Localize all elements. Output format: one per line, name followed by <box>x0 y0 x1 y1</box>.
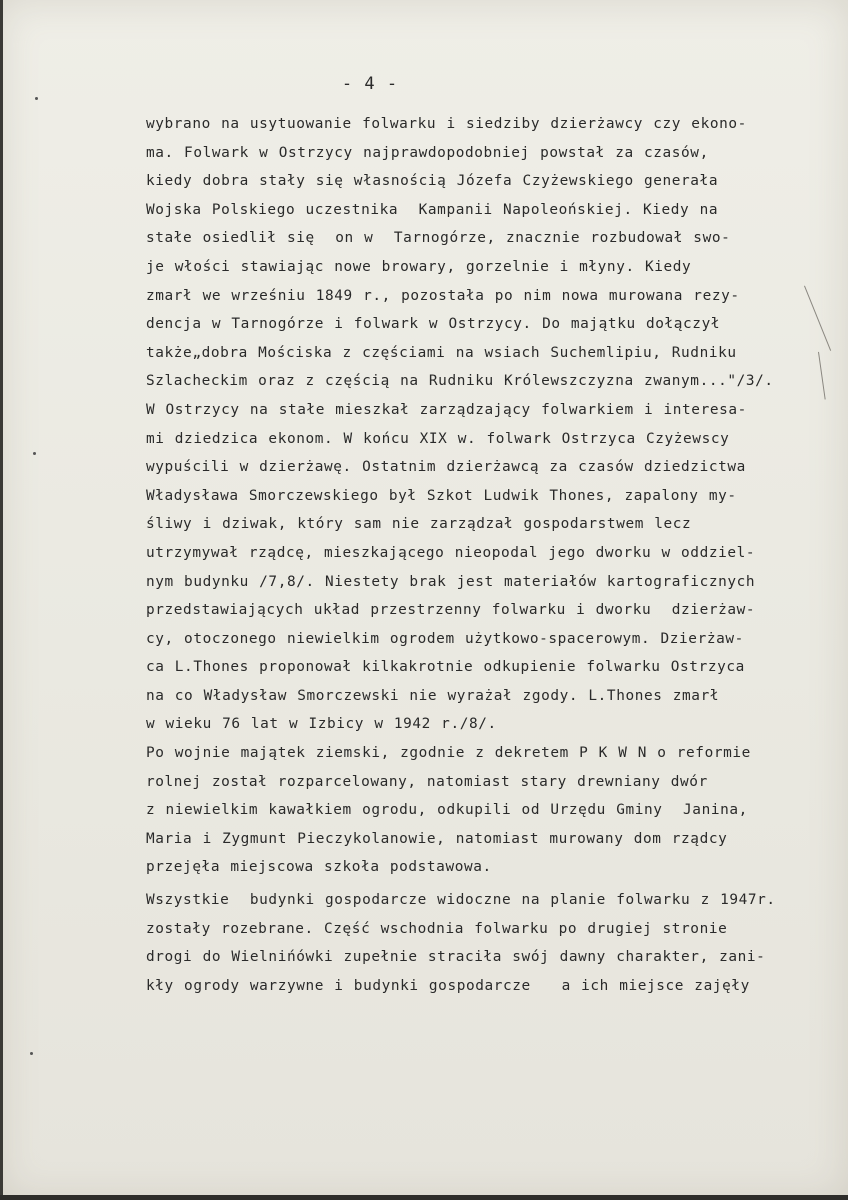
margin-speck <box>33 452 36 455</box>
text-line: utrzymywał rządcę, mieszkającego nieopodal jego dworku w oddziel- <box>146 544 756 561</box>
text-line: z niewielkim kawałkiem ogrodu, odkupili od Urzędu Gminy Janina, <box>146 802 748 819</box>
text-line: je włości stawiając nowe browary, gorzelnie i młyny. Kiedy <box>146 258 692 275</box>
text-line: nym budynku /7,8/. Niestety brak jest materiałów kartograficznych <box>146 573 756 590</box>
text-line: kły ogrody warzywne i budynki gospodarcze a ich miejsce zajęły <box>146 977 750 994</box>
text-line: także„dobra Mościska z częściami na wsiach Suchemlipiu, Rudniku <box>146 344 737 361</box>
text-line: wybrano na usytuowanie folwarku i siedziby dzierżawcy czy ekono- <box>146 116 747 132</box>
text-line: ca L.Thones proponował kilkakrotnie odkupienie folwarku Ostrzyca <box>146 659 745 676</box>
text-line: Szlacheckim oraz z częścią na Rudniku Królewszczyzna zwanym..."/3/. <box>146 373 774 390</box>
text-line: na co Władysław Smorczewski nie wyrażał zgody. L.Thones zmarł <box>146 687 720 704</box>
margin-speck <box>35 97 38 100</box>
text-line: zostały rozebrane. Część wschodnia folwarku po drugiej stronie <box>146 920 728 937</box>
text-line: drogi do Wielnińówki zupełnie straciła swój dawny charakter, zani- <box>146 949 766 966</box>
page-number: - 4 - <box>341 74 399 94</box>
text-line: mi dziedzica ekonom. W końcu XIX w. folwark Ostrzyca Czyżewscy <box>146 430 730 447</box>
text-line: Po wojnie majątek ziemski, zgodnie z dekretem P K W N o reformie <box>146 745 751 762</box>
text-line: W Ostrzycy na stałe mieszkał zarządzający folwarkiem i interesa- <box>146 401 747 418</box>
text-line: stałe osiedlił się on w Tarnogórze, znacznie rozbudował swo- <box>146 230 731 247</box>
page-left-edge <box>0 0 3 1200</box>
text-line: przejęła miejscowa szkoła podstawowa. <box>146 859 492 876</box>
text-line: Maria i Zygmunt Pieczykolanowie, natomiast murowany dom rządcy <box>146 830 728 847</box>
text-line: wypuścili w dzierżawę. Ostatnim dzierżawcą za czasów dziedzictwa <box>146 459 746 476</box>
text-line: przedstawiających układ przestrzenny folwarku i dworku dzierżaw- <box>146 602 756 619</box>
page-bottom-edge <box>0 1195 848 1200</box>
text-line: rolnej został rozparcelowany, natomiast stary drewniany dwór <box>146 773 708 790</box>
text-line: ma. Folwark w Ostrzycy najprawdopodobniej powstał za czasów, <box>146 144 709 161</box>
text-line: w wieku 76 lat w Izbicy w 1942 r./8/. <box>146 716 497 733</box>
text-line: Wszystkie budynki gospodarcze widoczne na planie folwarku z 1947r. <box>146 892 776 909</box>
text-line: śliwy i dziwak, który sam nie zarządzał gospodarstwem lecz <box>146 516 692 533</box>
text-line: kiedy dobra stały się własnością Józefa Czyżewskiego generała <box>146 173 719 190</box>
text-line: Wojska Polskiego uczestnika Kampanii Napoleońskiej. Kiedy na <box>146 201 719 218</box>
text-line: dencja w Tarnogórze i folwark w Ostrzycy. Do majątku dołączył <box>146 316 721 333</box>
text-line: zmarł we wrześniu 1849 r., pozostała po nim nowa murowana rezy- <box>146 287 740 304</box>
text-line: cy, otoczonego niewielkim ogrodem użytkowo-spacerowym. Dzierżaw- <box>146 630 744 647</box>
text-line: Władysława Smorczewskiego był Szkot Ludwik Thones, zapalony my- <box>146 487 737 504</box>
margin-speck <box>30 1052 33 1055</box>
body-text <box>146 110 836 1000</box>
